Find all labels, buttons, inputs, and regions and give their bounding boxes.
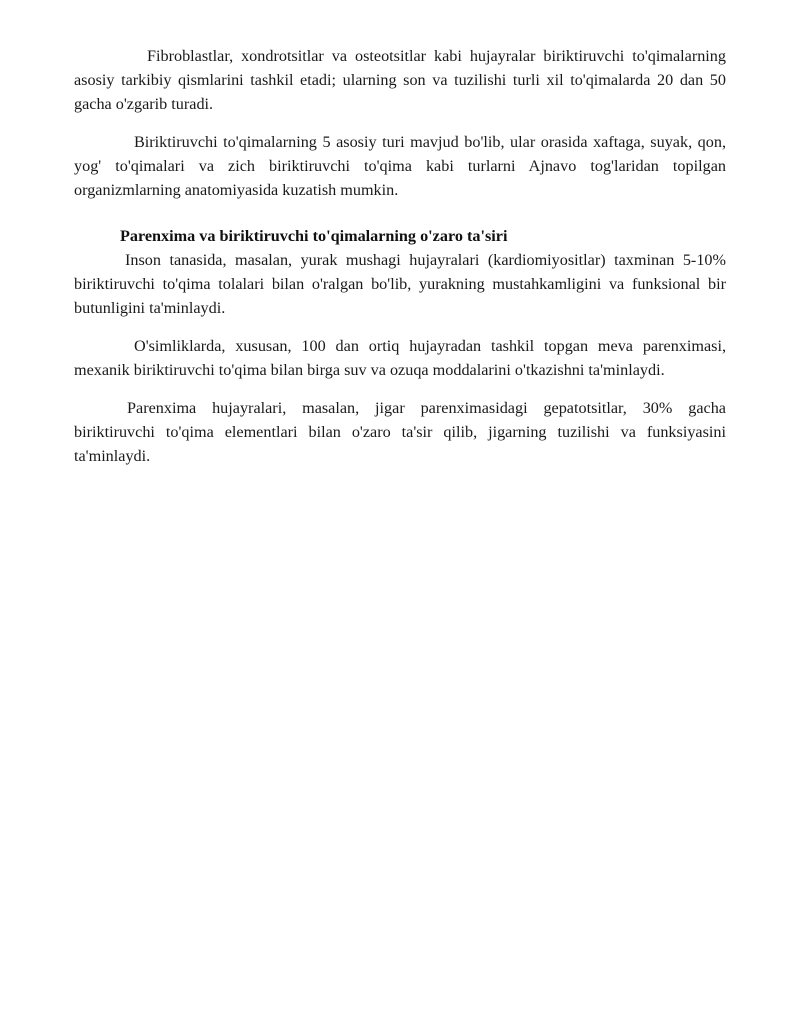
document-page bbox=[74, 44, 726, 468]
section-paragraph-1: Inson tanasida, masalan, yurak mushagi hujayralari (kardiomiyositlar) taxminan 5-10% biriktiruvchi to'qima tolalari bilan o'ralgan bo'lib, yurakning mustahkamligini va funksional bir butunligini ta'minlaydi. bbox=[74, 251, 726, 317]
body-paragraph-1: Fibroblastlar, xondrotsitlar va osteotsitlar kabi hujayralar biriktiruvchi to'qimalarning asosiy tarkibiy qismlarini tashkil etadi; ularning son va tuzilishi turli xil to'qimalarda 20 dan 50 gacha o'zgarib turadi. bbox=[74, 47, 726, 113]
section-heading: Parenxima va biriktiruvchi to'qimalarning o'zaro ta'siri bbox=[120, 227, 508, 245]
body-paragraph-2: Biriktiruvchi to'qimalarning 5 asosiy turi mavjud bo'lib, ular orasida xaftaga, suyak, qon, yog' to'qimalari va zich biriktiruvchi to'qima kabi turlarni Ajnavo tog'laridan topilgan organizmlarning anatomiyasida kuzatish mumkin. bbox=[74, 133, 726, 199]
section-paragraph-3: Parenxima hujayralari, masalan, jigar parenximasidagi gepatotsitlar, 30% gacha biriktiruvchi to'qima elementlari bilan o'zaro ta'sir qilib, jigarning tuzilishi va funksiyasini ta'minlaydi. bbox=[74, 399, 726, 465]
section-paragraph-2: O'simliklarda, xususan, 100 dan ortiq hujayradan tashkil topgan meva parenximasi, mexanik biriktiruvchi to'qima bilan birga suv va ozuqa moddalarini o'tkazishni ta'minlaydi. bbox=[74, 337, 726, 379]
